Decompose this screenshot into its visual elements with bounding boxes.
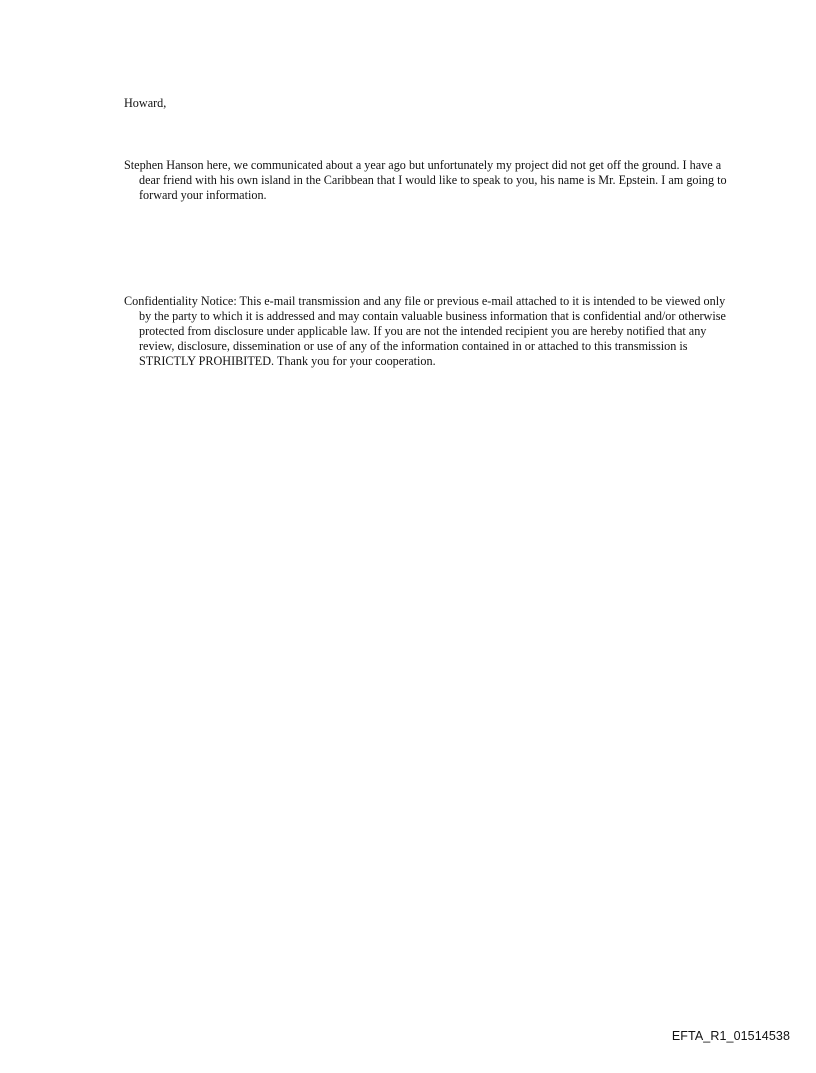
email-body: Stephen Hanson here, we communicated about a year ago but unfortunately my project did not get off the ground. I have a dear friend with his own island in the Caribbean that I would like to speak to you, his name is Mr. Epstein. I am going to forward your information. bbox=[124, 158, 727, 202]
confidentiality-notice: Confidentiality Notice: This e-mail transmission and any file or previous e-mail attached to it is intended to be viewed only by the party to which it is addressed and may contain valuable business information that is confidential and/or otherwise protected from disclosure under applicable law. If you are not the intended recipient you are hereby notified that any review, disclosure, dissemination or use of any of the information contained in or attached to this transmission is STRICTLY PROHIBITED. Thank you for your cooperation. bbox=[124, 294, 726, 368]
bates-number: EFTA_R1_01514538 bbox=[671, 1029, 790, 1043]
greeting: Howard, bbox=[124, 96, 167, 110]
